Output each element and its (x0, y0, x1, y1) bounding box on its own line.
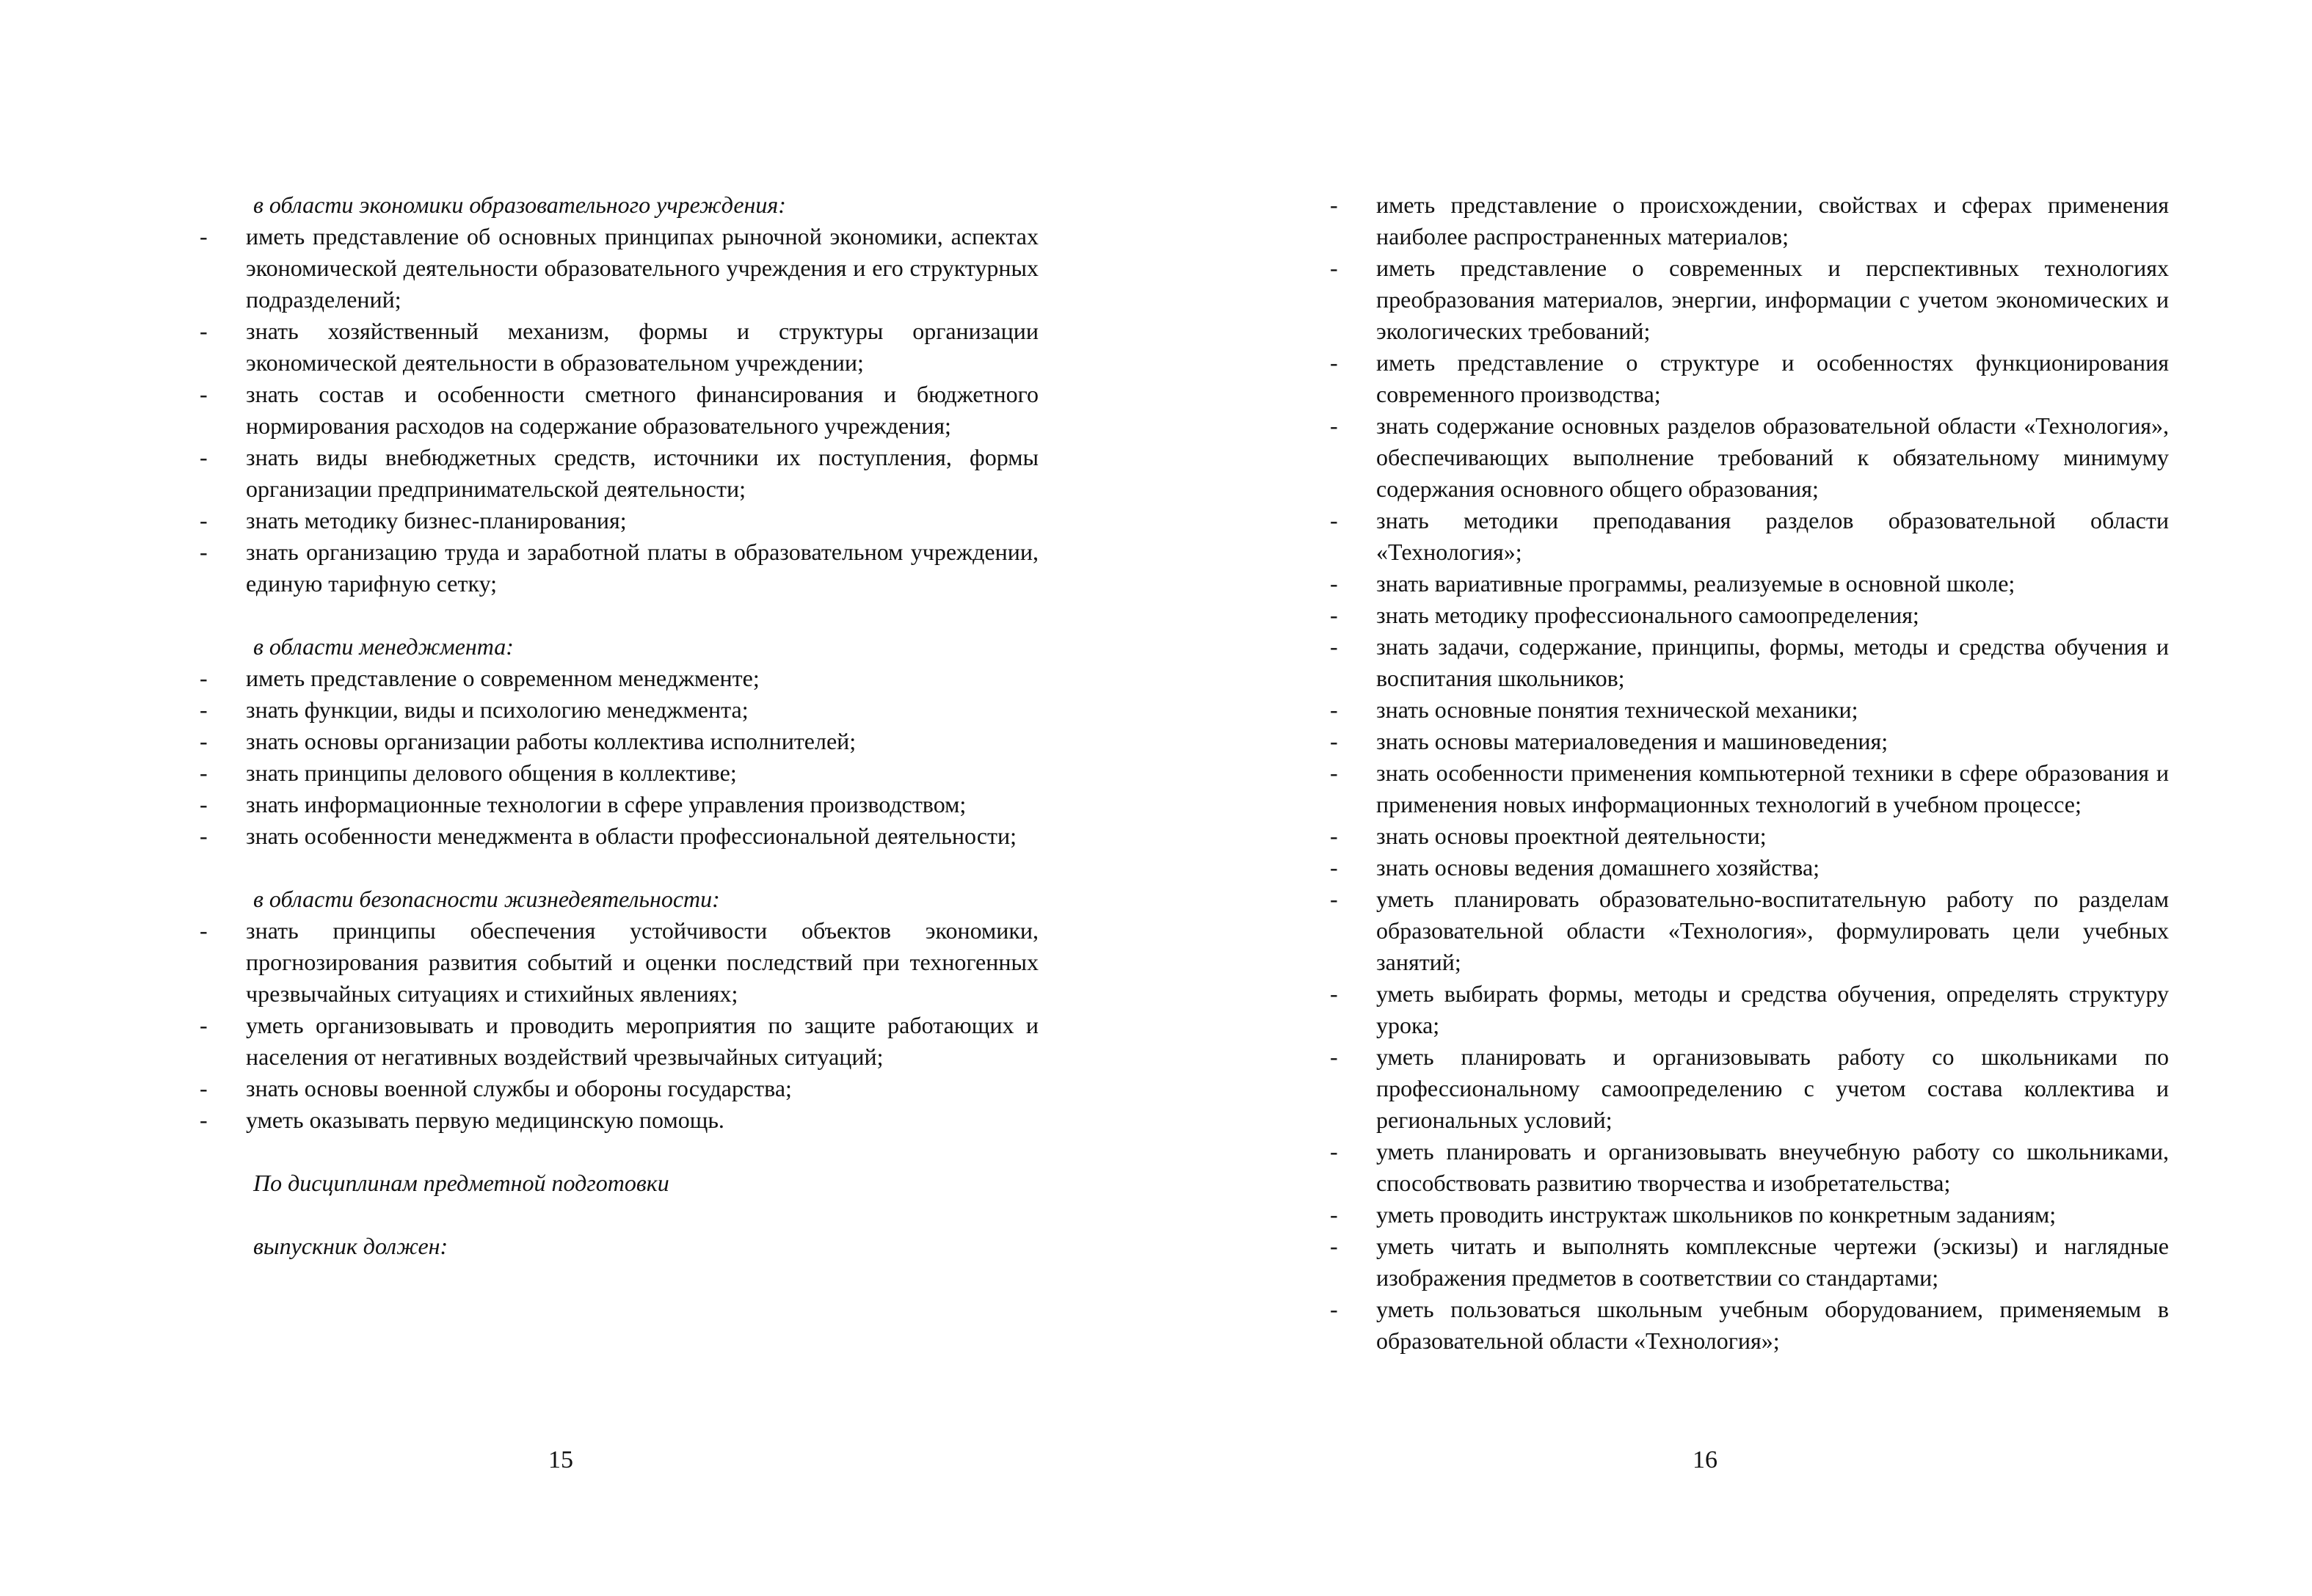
list-item: - уметь пользоваться школьным учебным оборудованием, применяемым в образовательной области «Технология»; (1314, 1294, 2169, 1357)
page-number-right: 16 (1693, 1446, 1717, 1473)
list-item: - знать вариативные программы, реализуемые в основной школе; (1314, 568, 2169, 600)
bullet-dash: - (200, 917, 208, 944)
list-item: - знать функции, виды и психологию менеджмента; (183, 694, 1039, 726)
right-page-content (1314, 189, 2169, 1357)
list-item: - иметь представление о структуре и особенностях функционирования современного производства; (1314, 347, 2169, 410)
bullet-dash: - (200, 1107, 208, 1133)
list-item: - знать основы военной службы и обороны государства; (183, 1073, 1039, 1104)
bullet-dash: - (200, 318, 208, 344)
list-item: - знать основные понятия технической механики; (1314, 694, 2169, 726)
bullet-dash: - (1330, 1296, 1338, 1322)
list-item: - знать основы материаловедения и машиноведения; (1314, 726, 2169, 757)
bullet-dash: - (1330, 886, 1338, 912)
list-item: - знать особенности применения компьютерной техники в сфере образования и применения новых информационных технологий в учебном процессе; (1314, 757, 2169, 820)
graduate-must-heading: выпускник должен: (253, 1233, 448, 1259)
bullet-dash: - (200, 665, 208, 691)
list-item: - знать методику профессионального самоопределения; (1314, 600, 2169, 631)
section-spacer (183, 600, 1039, 631)
economics-heading: в области экономики образовательного учреждения: (253, 192, 786, 218)
section-spacer (183, 1199, 1039, 1231)
bullet-dash: - (200, 791, 208, 817)
section-spacer (183, 1136, 1039, 1167)
list-item: - знать особенности менеджмента в области профессиональной деятельности; (183, 820, 1039, 852)
bullet-dash: - (200, 696, 208, 723)
list-item: - уметь проводить инструктаж школьников по конкретным заданиям; (1314, 1199, 2169, 1231)
list-item: - иметь представление об основных принципах рыночной экономики, аспектах экономической деятельности образовательного учреждения и его структурных подразделений; (183, 221, 1039, 316)
bullet-dash: - (1330, 980, 1338, 1007)
section-spacer (183, 852, 1039, 883)
bullet-dash: - (1330, 1043, 1338, 1070)
bullet-dash: - (1330, 570, 1338, 597)
list-item: - иметь представление о происхождении, свойствах и сферах применения наиболее распространенных материалов; (1314, 189, 2169, 252)
list-item: - знать принципы делового общения в коллективе; (183, 757, 1039, 789)
list-item: - знать принципы обеспечения устойчивости объектов экономики, прогнозирования развития событий и оценки последствий при техногенных чрезвычайных ситуациях и стихийных явлениях; (183, 915, 1039, 1010)
list-item: - знать виды внебюджетных средств, источники их поступления, формы организации предпринимательской деятельности; (183, 442, 1039, 505)
bullet-dash: - (1330, 1138, 1338, 1165)
subject-training-heading: По дисциплинам предметной подготовки (253, 1170, 669, 1196)
bullet-dash: - (1330, 823, 1338, 849)
list-item: - знать основы организации работы коллектива исполнителей; (183, 726, 1039, 757)
list-item: - знать состав и особенности сметного финансирования и бюджетного нормирования расходов на содержание образовательного учреждения; (183, 379, 1039, 442)
list-item: - знать содержание основных разделов образовательной области «Технология», обеспечивающих выполнение требований к обязательному минимуму содержания основного общего образования; (1314, 410, 2169, 505)
bullet-dash: - (200, 1012, 208, 1038)
list-item: - уметь выбирать формы, методы и средства обучения, определять структуру урока; (1314, 978, 2169, 1041)
list-item: - уметь читать и выполнять комплексные чертежи (эскизы) и наглядные изображения предметов в соответствии со стандартами; (1314, 1231, 2169, 1294)
safety-heading: в области безопасности жизнедеятельности: (253, 886, 720, 912)
management-list (183, 663, 1039, 852)
list-item: - знать хозяйственный механизм, формы и структуры организации экономической деятельности в образовательном учреждении; (183, 316, 1039, 379)
bullet-dash: - (200, 381, 208, 407)
list-item: - знать организацию труда и заработной платы в образовательном учреждении, единую тарифную сетку; (183, 536, 1039, 600)
bullet-dash: - (1330, 507, 1338, 533)
list-item: - знать информационные технологии в сфере управления производством; (183, 789, 1039, 820)
bullet-dash: - (1330, 633, 1338, 660)
management-heading: в области менеджмента: (253, 633, 514, 660)
list-item: - знать методику бизнес-планирования; (183, 505, 1039, 536)
bullet-dash: - (1330, 759, 1338, 786)
safety-list (183, 915, 1039, 1136)
bullet-dash: - (1330, 412, 1338, 439)
list-item: - знать основы ведения домашнего хозяйства; (1314, 852, 2169, 883)
bullet-dash: - (1330, 1201, 1338, 1228)
list-item: - иметь представление о современных и перспективных технологиях преобразования материалов, энергии, информации с учетом экономических и экологических требований; (1314, 252, 2169, 347)
economics-list (183, 221, 1039, 600)
bullet-dash: - (200, 507, 208, 533)
list-item: - уметь планировать и организовывать работу со школьниками по профессиональному самоопределению с учетом состава коллектива и региональных условий; (1314, 1041, 2169, 1136)
page-number-left: 15 (548, 1446, 573, 1473)
list-item: - уметь планировать образовательно-воспитательную работу по разделам образовательной области «Технология», формулировать цели учебных занятий; (1314, 883, 2169, 978)
requirements-list (1314, 189, 2169, 1357)
bullet-dash: - (200, 1075, 208, 1101)
list-item: - уметь оказывать первую медицинскую помощь. (183, 1104, 1039, 1136)
bullet-dash: - (1330, 1233, 1338, 1259)
bullet-dash: - (200, 823, 208, 849)
bullet-dash: - (200, 759, 208, 786)
bullet-dash: - (200, 728, 208, 754)
right-page (1156, 0, 2312, 1596)
bullet-dash: - (1330, 349, 1338, 376)
list-item: - иметь представление о современном менеджменте; (183, 663, 1039, 694)
list-item: - знать задачи, содержание, принципы, формы, методы и средства обучения и воспитания школьников; (1314, 631, 2169, 694)
bullet-dash: - (1330, 602, 1338, 628)
bullet-dash: - (1330, 854, 1338, 881)
bullet-dash: - (1330, 696, 1338, 723)
bullet-dash: - (200, 223, 208, 249)
bullet-dash: - (1330, 192, 1338, 218)
bullet-dash: - (200, 444, 208, 470)
bullet-dash: - (1330, 255, 1338, 281)
list-item: - уметь организовывать и проводить мероприятия по защите работающих и населения от негативных воздействий чрезвычайных ситуаций; (183, 1010, 1039, 1073)
list-item: - знать основы проектной деятельности; (1314, 820, 2169, 852)
bullet-dash: - (1330, 728, 1338, 754)
list-item: - знать методики преподавания разделов образовательной области «Технология»; (1314, 505, 2169, 568)
bullet-dash: - (200, 539, 208, 565)
left-page-content (183, 189, 1039, 1262)
list-item: - уметь планировать и организовывать внеучебную работу со школьниками, способствовать развитию творчества и изобретательства; (1314, 1136, 2169, 1199)
